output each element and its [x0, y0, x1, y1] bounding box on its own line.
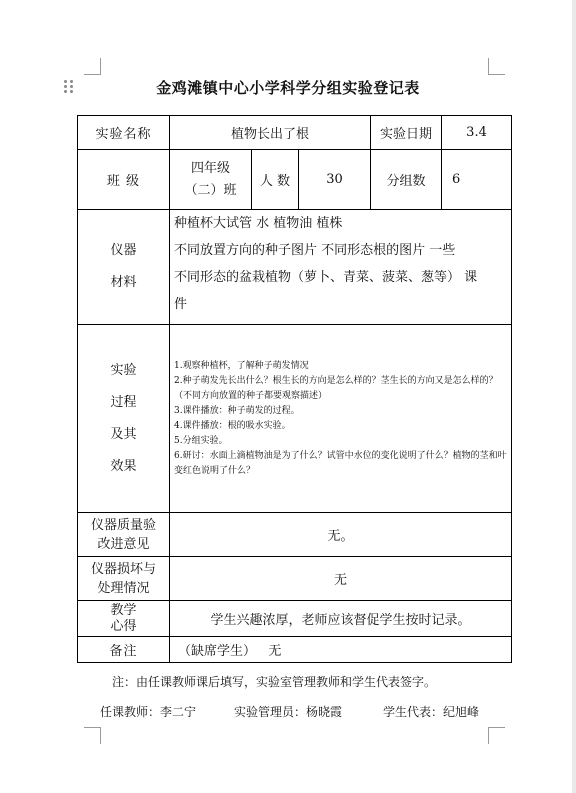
quality-value[interactable]: 无。 — [170, 513, 512, 557]
experiment-name-label: 实验名称 — [78, 116, 170, 150]
damage-value[interactable]: 无 — [170, 557, 512, 601]
group-count-value[interactable]: 6 — [442, 150, 512, 210]
crop-mark-bottom-right — [488, 727, 505, 744]
materials-label-line2: 材料 — [110, 275, 137, 290]
class-label: 班 级 — [78, 150, 170, 210]
class-value-section: （二）班 — [184, 182, 237, 198]
reflection-label — [78, 601, 170, 637]
quality-label-line2: 改进意见 — [97, 536, 150, 552]
table-row — [78, 210, 512, 325]
admin-signature: 实验管理员：杨晓霞 — [234, 705, 343, 719]
experiment-record-table — [77, 115, 512, 663]
process-label-line: 过程 — [110, 394, 137, 410]
materials-line: 不同放置方向的种子图片 不同形态根的图片 一些 — [174, 243, 456, 258]
crop-mark-top-left — [84, 58, 101, 75]
damage-label-line2: 处理情况 — [97, 580, 150, 596]
page-edge — [572, 0, 576, 793]
reflection-label-line1: 教学 — [110, 602, 137, 618]
reflection-label-line2: 心得 — [110, 618, 137, 634]
process-step: 1.观察种植杯，了解种子萌发情况 — [174, 360, 309, 371]
experiment-name-value[interactable]: 植物长出了根 — [170, 116, 371, 150]
experiment-date-label: 实验日期 — [371, 116, 442, 150]
process-step: 3.课件播放：种子萌发的过程。 — [174, 405, 300, 416]
quality-label — [78, 513, 170, 557]
materials-line: 不同形态的盆栽植物（萝卜、青菜、菠菜、葱等） 课 — [174, 270, 478, 285]
process-step: 2.种子萌发先长出什么？根生长的方向是怎么样的？茎生长的方向又是怎么样的？（不同方向放置的种子都要观察描述） — [174, 375, 498, 401]
damage-label — [78, 557, 170, 601]
student-signature: 学生代表：纪旭峰 — [383, 705, 480, 719]
process-label-line: 效果 — [110, 458, 137, 474]
teacher-signature: 任课教师：李二宁 — [100, 705, 197, 719]
footnote: 注：由任课教师课后填写，实验室管理教师和学生代表签字。 — [112, 675, 437, 689]
process-step: 4.课件播放：根的吸水实验。 — [174, 420, 291, 431]
crop-mark-bottom-left — [84, 727, 101, 744]
materials-value[interactable] — [170, 210, 512, 325]
table-row — [78, 557, 512, 601]
process-label-line: 及其 — [110, 426, 137, 442]
table-row — [78, 325, 512, 513]
process-step: 5.分组实验。 — [174, 435, 228, 446]
student-count-value[interactable]: 30 — [299, 150, 371, 210]
remarks-value[interactable]: （缺席学生） 无 — [170, 637, 512, 663]
table-row — [78, 513, 512, 557]
process-step: 6.研讨：水面上滴植物油是为了什么？试管中水位的变化说明了什么？植物的茎和叶变红色说明了什么？ — [174, 450, 507, 476]
crop-mark-top-right — [488, 58, 505, 75]
materials-label-line1: 仪器 — [110, 243, 137, 258]
table-row — [78, 637, 512, 663]
table-row — [78, 116, 512, 150]
class-value-grade: 四年级 — [190, 160, 230, 176]
experiment-date-value[interactable]: 3.4 — [442, 116, 512, 150]
damage-label-line1: 仪器损坏与 — [90, 561, 156, 577]
table-row — [78, 601, 512, 637]
student-count-label: 人 数 — [252, 150, 299, 210]
process-label-line: 实验 — [110, 362, 137, 378]
table-row — [78, 150, 512, 210]
quality-label-line1: 仪器质量验 — [90, 517, 156, 533]
class-value[interactable] — [170, 150, 252, 210]
materials-label — [78, 210, 170, 325]
reflection-value[interactable]: 学生兴趣浓厚，老师应该督促学生按时记录。 — [170, 601, 512, 637]
process-steps[interactable] — [170, 325, 512, 513]
materials-line: 种植杯大试管 水 植物油 植株 — [174, 216, 343, 231]
materials-line: 件 — [174, 297, 188, 312]
process-label — [78, 325, 170, 513]
document-title: 金鸡滩镇中心小学科学分组实验登记表 — [156, 79, 420, 97]
remarks-label: 备注 — [78, 637, 170, 663]
group-count-label: 分组数 — [371, 150, 442, 210]
